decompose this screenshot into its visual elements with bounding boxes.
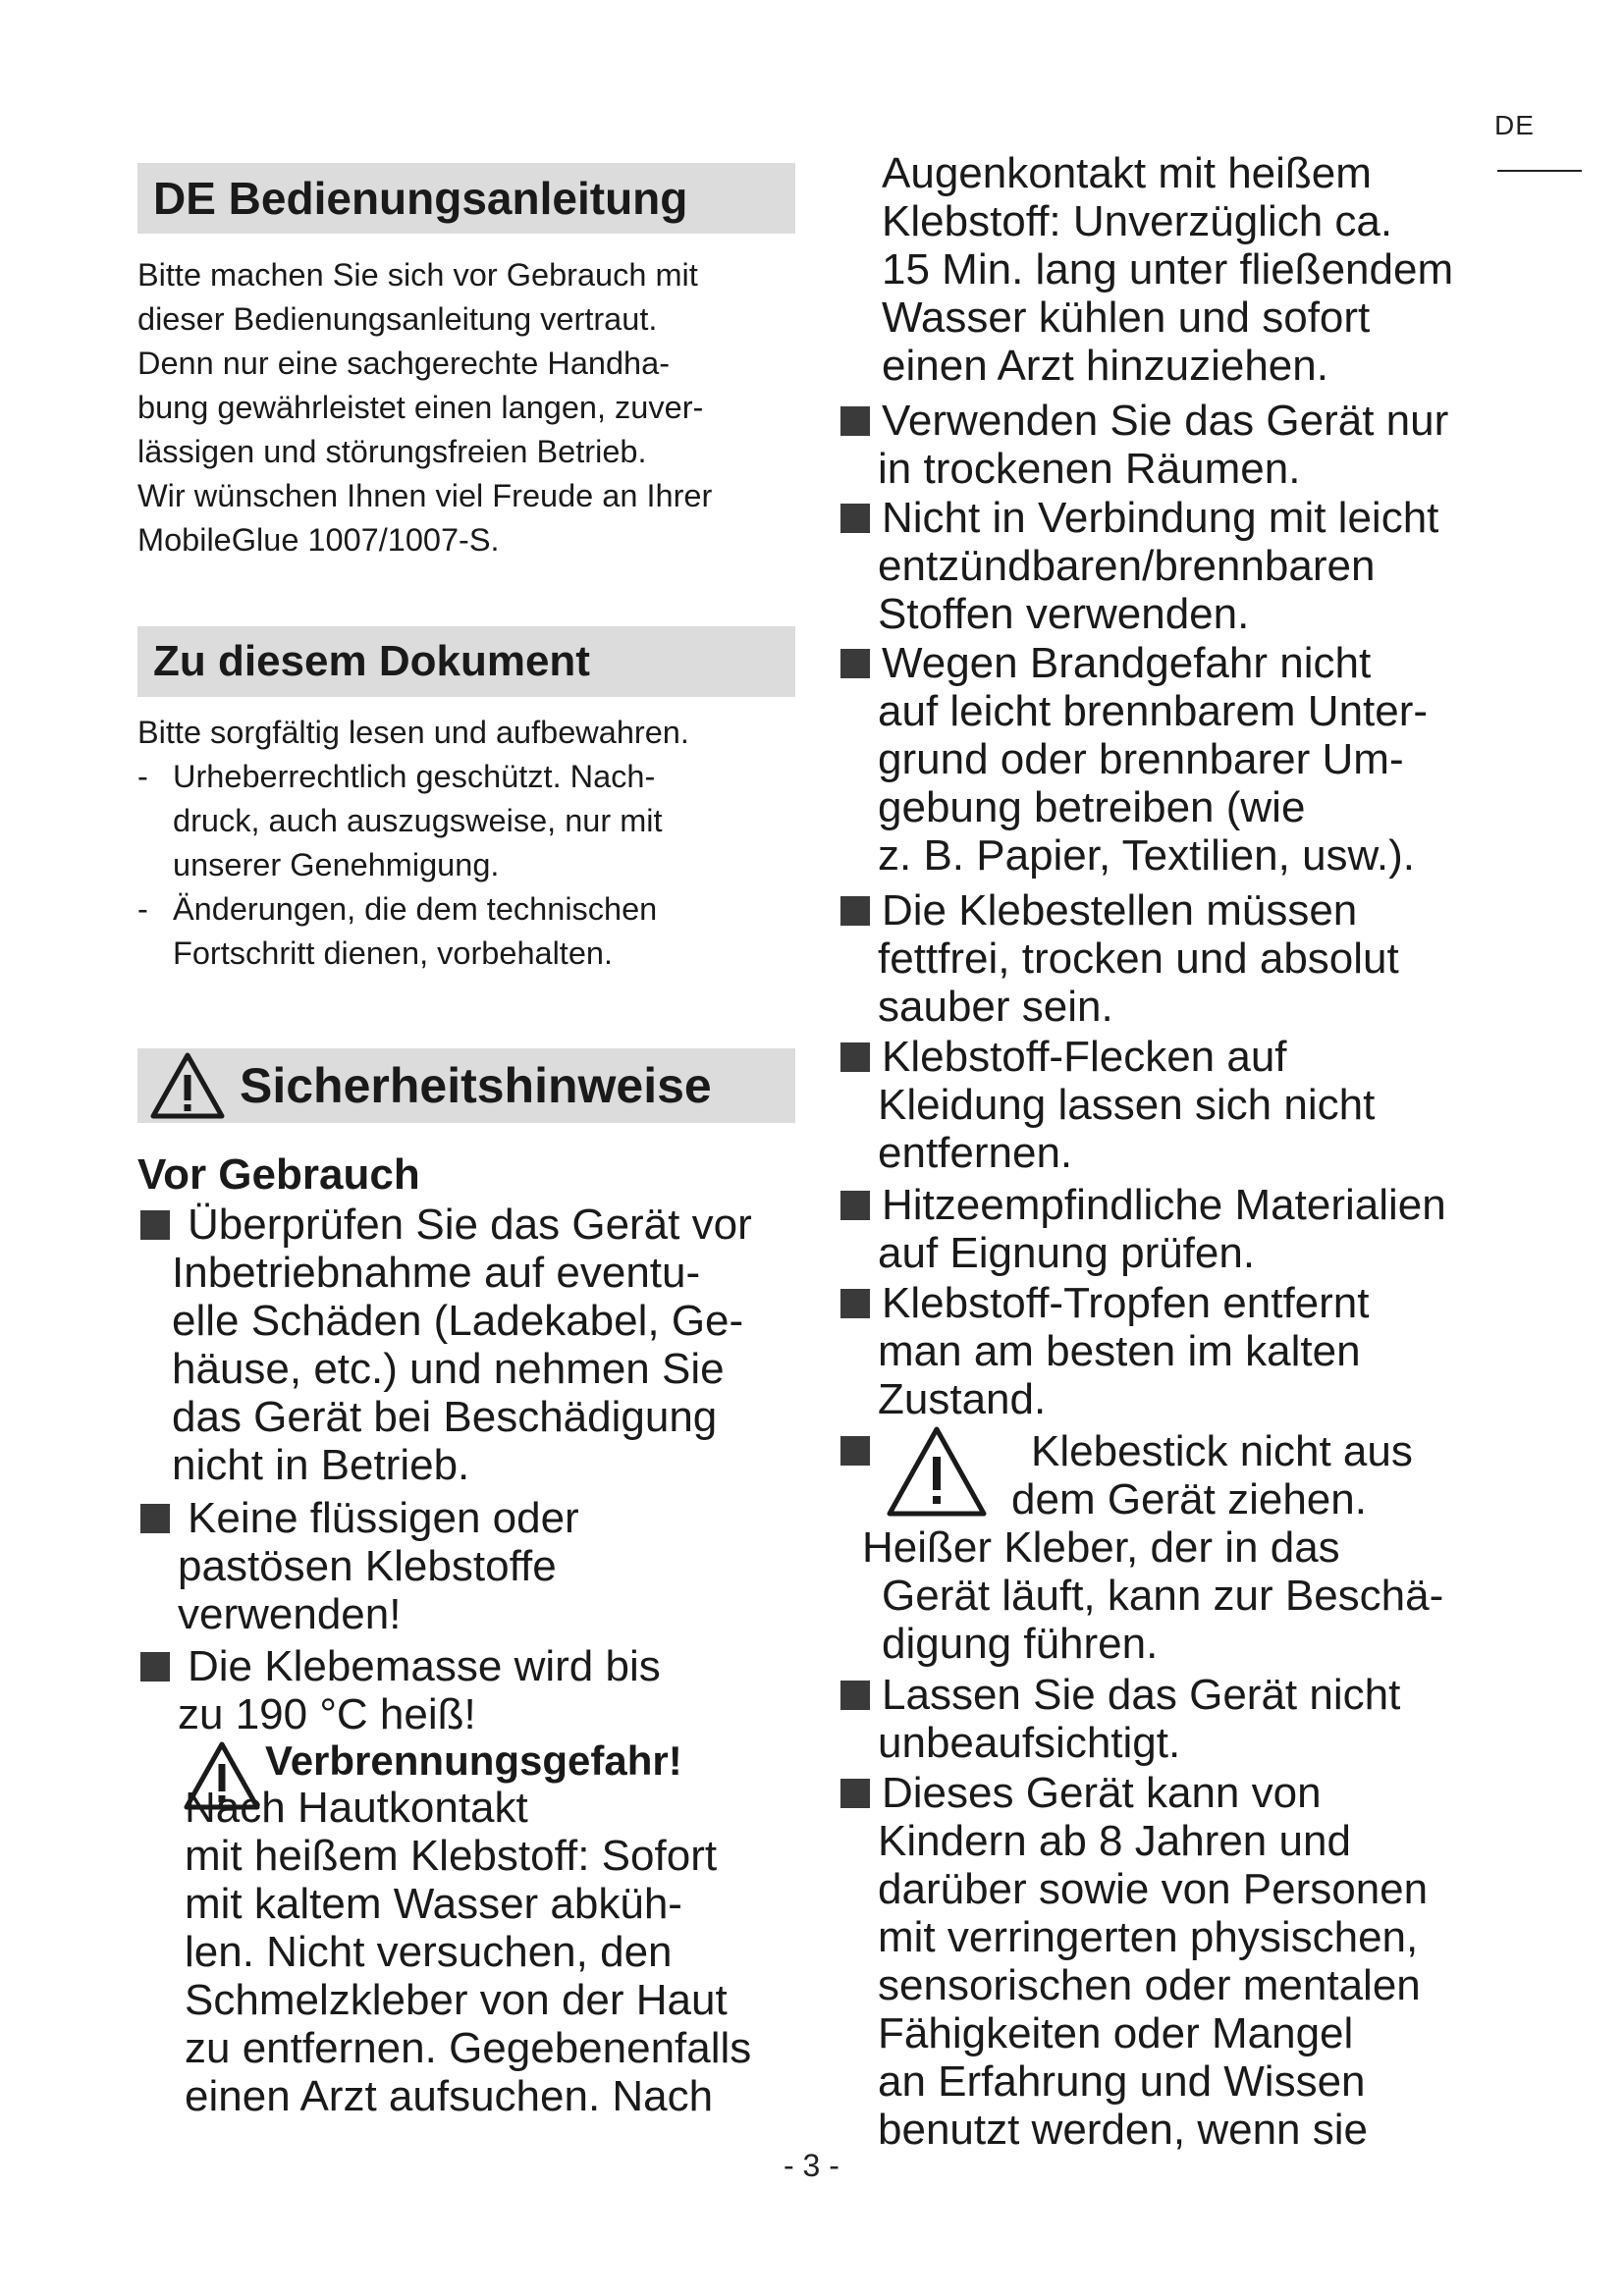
- text-line: Gerät läuft, kann zur Beschä-: [882, 1572, 1444, 1620]
- text-line: Wasser kühlen und sofort: [882, 294, 1371, 342]
- bullet-square-icon: [840, 406, 870, 436]
- text-line: Fähigkeiten oder Mangel: [878, 2009, 1354, 2057]
- bullet-square-icon: [840, 1191, 870, 1220]
- text-line: Nicht in Verbindung mit leicht: [882, 494, 1439, 542]
- text-line: Verwenden Sie das Gerät nur: [882, 397, 1449, 445]
- text-line: entfernen.: [878, 1129, 1073, 1177]
- text-line: einen Arzt hinzuziehen.: [882, 342, 1328, 390]
- text-line: Überprüfen Sie das Gerät vor: [188, 1201, 752, 1249]
- text-line: 15 Min. lang unter fließendem: [882, 245, 1454, 294]
- text-line: grund oder brennbarer Um-: [878, 735, 1404, 783]
- text-line: gebung betreiben (wie: [878, 783, 1306, 831]
- text-line: fettfrei, trocken und absolut: [878, 934, 1399, 983]
- burn-warning-text: [185, 1784, 751, 2120]
- text-line: Nach Hautkontakt: [185, 1784, 528, 1832]
- text-line: Lassen Sie das Gerät nicht: [882, 1671, 1401, 1719]
- list-item: [137, 755, 805, 887]
- text-line: zu 190 °C heiß!: [178, 1690, 476, 1738]
- header-rule: [1497, 170, 1582, 172]
- list-item: [840, 1279, 1370, 1423]
- text-line: Zustand.: [878, 1375, 1047, 1423]
- text-line: Änderungen, die dem technischen: [173, 891, 658, 927]
- text-line: len. Nicht versuchen, den: [185, 1928, 673, 1976]
- text-line: mit verringerten physischen,: [878, 1913, 1419, 1961]
- text-line: Klebstoff-Tropfen entfernt: [882, 1279, 1370, 1327]
- text-line: benutzt werden, wenn sie: [878, 2106, 1368, 2154]
- list-item: [840, 494, 1438, 638]
- subheading-before-use: Vor Gebrauch: [137, 1150, 420, 1199]
- text-line: unbeaufsichtigt.: [878, 1719, 1181, 1767]
- continued-text: [882, 149, 1453, 390]
- bullet-square-icon: [140, 1504, 170, 1533]
- text-line: auf leicht brennbarem Unter-: [878, 687, 1429, 735]
- text-line: Dieses Gerät kann von: [882, 1769, 1322, 1817]
- list-item: [140, 1642, 661, 1738]
- text-line: entzündbaren/brennbaren: [878, 542, 1376, 590]
- text-line: druck, auch auszugsweise, nur mit: [173, 803, 663, 838]
- text-line: darüber sowie von Personen: [878, 1865, 1429, 1913]
- list-item: [840, 1769, 1428, 2154]
- list-item: [840, 1671, 1400, 1767]
- text-line: auf Eignung prüfen.: [878, 1229, 1256, 1277]
- bullet-square-icon: [840, 896, 870, 926]
- dash-marker: -: [137, 891, 148, 927]
- text-line: Wegen Brandgefahr nicht: [882, 639, 1372, 687]
- text-line: MobileGlue 1007/1007-S.: [137, 522, 500, 558]
- bullet-square-icon: [840, 1779, 870, 1808]
- section-title: Zu diesem Dokument: [153, 637, 590, 685]
- text-line: häuse, etc.) und nehmen Sie: [172, 1345, 725, 1393]
- section-heading-document: [137, 626, 795, 697]
- text-line: man am besten im kalten: [878, 1327, 1361, 1375]
- text-line: sauber sein.: [878, 983, 1113, 1031]
- text-line: Wir wünschen Ihnen viel Freude an Ihrer: [137, 478, 713, 513]
- text-line: mit heißem Klebstoff: Sofort: [185, 1832, 718, 1880]
- list-item: [840, 397, 1448, 493]
- bullet-square-icon: [840, 504, 870, 533]
- section-heading-manual: [137, 163, 795, 234]
- text-line: Inbetriebnahme auf eventu-: [172, 1249, 701, 1297]
- text-line: digung führen.: [882, 1620, 1159, 1668]
- text-line: Hitzeempfindliche Materialien: [882, 1181, 1446, 1229]
- text-line: Keine flüssigen oder: [188, 1494, 579, 1542]
- text-line: pastösen Klebstoffe: [178, 1542, 557, 1590]
- list-item: [140, 1201, 752, 1489]
- intro-paragraph: [137, 253, 805, 562]
- text-line: Kindern ab 8 Jahren und: [878, 1817, 1351, 1865]
- text-line: Klebstoff-Flecken auf: [882, 1033, 1287, 1081]
- text-line: lässigen und störungsfreien Betrieb.: [137, 434, 647, 469]
- dash-marker: -: [137, 759, 148, 794]
- text-line: Kleidung lassen sich nicht: [878, 1081, 1376, 1129]
- text-line: in trockenen Räumen.: [878, 445, 1301, 493]
- text-line: bung gewährleistet einen langen, zuver-: [137, 390, 704, 425]
- warning-text-continued: [862, 1523, 1443, 1668]
- text-line: mit kaltem Wasser abküh-: [185, 1880, 682, 1928]
- list-item: [137, 887, 805, 976]
- text-line: elle Schäden (Ladekabel, Ge-: [172, 1297, 744, 1345]
- text-line: Denn nur eine sachgerechte Handha-: [137, 346, 671, 381]
- text-line: Klebstoff: Unverzüglich ca.: [882, 197, 1393, 245]
- text-line: Heißer Kleber, der in das: [862, 1523, 1340, 1572]
- text-line: einen Arzt aufsuchen. Nach: [185, 2072, 714, 2120]
- text-line: z. B. Papier, Textilien, usw.).: [878, 831, 1415, 880]
- list-item: [840, 886, 1399, 1031]
- section-title: Sicherheitshinweise: [240, 1058, 712, 1113]
- text-line: Bitte sorgfältig lesen und aufbewahren.: [137, 715, 689, 750]
- bullet-square-icon: [840, 1289, 870, 1318]
- text-line: nicht in Betrieb.: [172, 1441, 470, 1489]
- warning-triangle-icon: [886, 1425, 988, 1518]
- warning-text: [1011, 1427, 1413, 1523]
- text-line: Stoffen verwenden.: [878, 590, 1250, 638]
- text-line: sensorischen oder mentalen: [878, 1961, 1421, 2009]
- text-line: unserer Genehmigung.: [173, 847, 500, 882]
- text-line: Schmelzkleber von der Haut: [185, 1976, 728, 2024]
- list-item: [840, 1033, 1375, 1177]
- bullet-square-icon: [140, 1210, 170, 1240]
- text-line: an Erfahrung und Wissen: [878, 2057, 1366, 2106]
- section-heading-safety: [137, 1048, 795, 1123]
- text-line: verwenden!: [178, 1590, 402, 1638]
- section-title: DE Bedienungsanleitung: [153, 173, 688, 224]
- bullet-square-icon: [840, 1681, 870, 1710]
- page-number: - 3 -: [784, 2148, 839, 2183]
- list-item: [840, 639, 1428, 880]
- text-line: Fortschritt dienen, vorbehalten.: [173, 935, 614, 971]
- text-line: das Gerät bei Beschädigung: [172, 1393, 718, 1441]
- document-notes: [137, 711, 805, 976]
- text-line: zu entfernen. Gegebenenfalls: [185, 2024, 752, 2072]
- text-line: Urheberrechtlich geschützt. Nach-: [173, 759, 656, 794]
- bullet-square-icon: [840, 649, 870, 678]
- list-item: [840, 1181, 1446, 1277]
- bullet-square-icon: [840, 1436, 870, 1466]
- bullet-square-icon: [140, 1652, 170, 1682]
- list-item: [140, 1494, 579, 1638]
- text-line: Die Klebemasse wird bis: [188, 1642, 661, 1690]
- text-line: Klebestick nicht aus: [1031, 1427, 1413, 1475]
- text-line: dieser Bedienungsanleitung vertraut.: [137, 301, 658, 337]
- burn-warning-title: Verbrennungsgefahr!: [265, 1737, 682, 1784]
- bullet-square-icon: [840, 1042, 870, 1072]
- language-tag: DE: [1494, 110, 1535, 140]
- warning-triangle-icon: [149, 1051, 226, 1120]
- text-line: Die Klebestellen müssen: [882, 886, 1358, 934]
- text-line: Augenkontakt mit heißem: [882, 149, 1372, 197]
- text-line: Bitte machen Sie sich vor Gebrauch mit: [137, 257, 698, 293]
- text-line: dem Gerät ziehen.: [1011, 1475, 1367, 1523]
